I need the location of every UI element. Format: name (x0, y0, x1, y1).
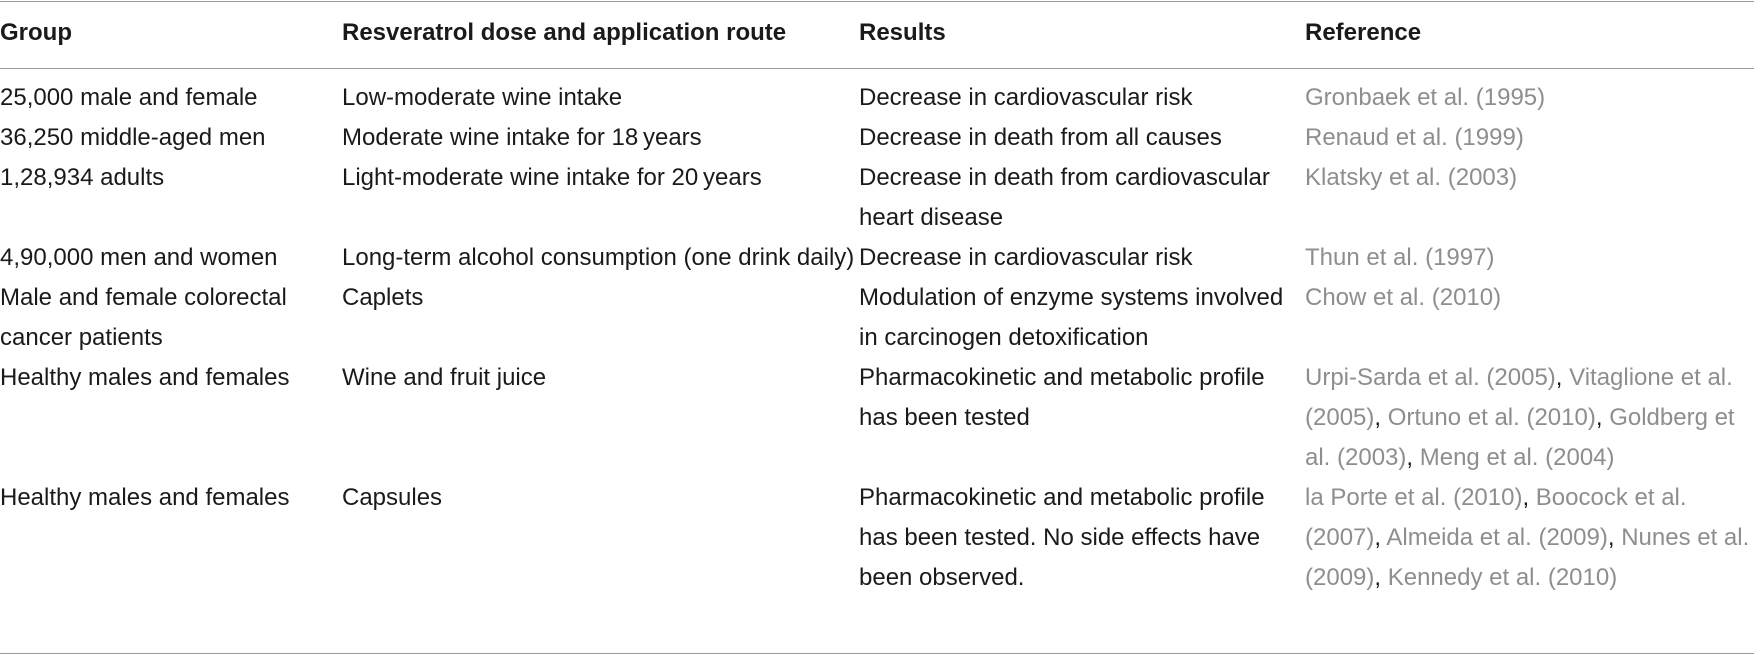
reference-separator: , (1406, 444, 1420, 471)
cell-results: Decrease in cardiovascular risk (859, 244, 1193, 271)
cell-reference (1305, 478, 1754, 598)
table-row (0, 118, 1754, 158)
table-row (0, 278, 1754, 358)
header-reference: Reference (1305, 19, 1422, 46)
cell-results: Modulation of enzyme systems involved in carcinogen detoxification (859, 284, 1284, 351)
cell-dose: Moderate wine intake for 18 years (342, 124, 702, 151)
cell-results: Decrease in death from all causes (859, 124, 1222, 151)
cell-group: 36,250 middle-aged men (0, 124, 266, 151)
cell-group: Healthy males and females (0, 364, 290, 391)
table-row (0, 158, 1754, 238)
header-dose: Resveratrol dose and application route (342, 19, 787, 46)
reference-separator: , (1555, 364, 1570, 391)
bottom-rule (0, 653, 1754, 654)
reference-link[interactable]: Nunes et al. (2009) (1305, 524, 1750, 591)
cell-reference (1305, 158, 1754, 238)
reference-separator: , (1374, 564, 1388, 591)
reference-separator: , (1607, 524, 1622, 551)
reference-separator: , (1595, 404, 1610, 431)
cell-group: 4,90,000 men and women (0, 244, 278, 271)
cell-group: Healthy males and females (0, 484, 290, 511)
reference-link[interactable]: Klatsky et al. (2003) (1305, 164, 1518, 191)
cell-group: 1,28,934 adults (0, 164, 165, 191)
reference-link[interactable]: Renaud et al. (1999) (1305, 124, 1524, 151)
reference-link[interactable]: Chow et al. (2010) (1305, 284, 1502, 311)
reference-link[interactable]: Kennedy et al. (2010) (1387, 564, 1618, 591)
table-body (0, 66, 1754, 598)
header-results: Results (859, 19, 946, 46)
cell-reference (1305, 278, 1754, 358)
header-group: Group (0, 19, 72, 46)
cell-results: Pharmacokinetic and metabolic profile has been tested (859, 364, 1265, 431)
cell-group: 25,000 male and female (0, 84, 258, 111)
table-row (0, 66, 1754, 118)
reference-link[interactable]: Urpi-Sarda et al. (2005) (1305, 364, 1556, 391)
cell-dose: Wine and fruit juice (342, 364, 547, 391)
cell-results: Pharmacokinetic and metabolic profile has been tested. No side effects have been observed. (859, 484, 1265, 591)
cell-reference (1305, 66, 1754, 118)
cell-reference (1305, 358, 1754, 478)
reference-separator: , (1374, 404, 1388, 431)
cell-dose: Caplets (342, 284, 424, 311)
reference-link[interactable]: Boocock et al. (2007) (1305, 484, 1687, 551)
reference-separator: , (1522, 484, 1536, 511)
reference-link[interactable]: Goldberg et al. (2003) (1305, 404, 1735, 471)
cell-dose: Capsules (342, 484, 443, 511)
reference-link[interactable]: Almeida et al. (2009) (1386, 524, 1608, 551)
cell-results: Decrease in death from cardiovascular heart disease (859, 164, 1270, 231)
header-row (0, 0, 1754, 66)
reference-link[interactable]: Meng et al. (2004) (1419, 444, 1615, 471)
cell-results: Decrease in cardiovascular risk (859, 84, 1193, 111)
reference-link[interactable]: Ortuno et al. (2010) (1387, 404, 1596, 431)
reference-link[interactable]: Gronbaek et al. (1995) (1305, 84, 1546, 111)
cell-dose: Long-term alcohol consumption (one drink daily) (342, 244, 855, 271)
cell-reference (1305, 238, 1754, 278)
cell-dose: Low-moderate wine intake (342, 84, 623, 111)
reference-link[interactable]: Thun et al. (1997) (1305, 244, 1495, 271)
reference-separator: , (1374, 524, 1387, 551)
table-row (0, 238, 1754, 278)
cell-group: Male and female colorectal cancer patients (0, 284, 287, 351)
reference-link[interactable]: la Porte et al. (2010) (1305, 484, 1523, 511)
table-row (0, 358, 1754, 478)
reference-link[interactable]: Vitaglione et al. (2005) (1305, 364, 1733, 431)
table-row (0, 478, 1754, 598)
cell-reference (1305, 118, 1754, 158)
cell-dose: Light-moderate wine intake for 20 years (342, 164, 762, 191)
